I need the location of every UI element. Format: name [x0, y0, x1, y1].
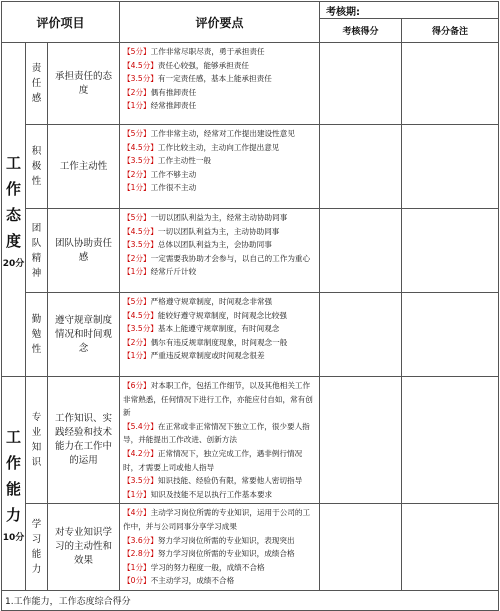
- score-cell[interactable]: [320, 293, 402, 377]
- header-evaluation-criteria: 评价要点: [120, 2, 320, 43]
- criteria-line: 【0分】不主动学习，成绩不合格: [123, 576, 235, 586]
- criteria-line: 【3.5分】总体以团队利益为主，会协助同事: [123, 240, 272, 250]
- criteria-line: 【2分】偶尔有违反规章制度现象，时间观念一般: [123, 337, 288, 347]
- criteria-line: 【3.5分】基本上能遵守规章制度，有时间观念: [123, 324, 280, 334]
- subcategory: 专 业 知 识: [26, 377, 48, 504]
- score-cell[interactable]: [320, 209, 402, 293]
- header-assessment-period: 考核期:: [320, 2, 499, 19]
- score-note-cell[interactable]: [402, 125, 499, 209]
- criteria-list: [120, 43, 320, 125]
- header-score-note: 得分备注: [402, 19, 499, 43]
- criteria-line: 【4分】主动学习岗位所需的专业知识，运用于公司的工作中，并与公司同事分享学习成果: [123, 508, 311, 531]
- criteria-line: 【5分】工作非常主动，经常对工作提出建设性意见: [123, 129, 295, 138]
- criteria-line: 【2.8分】努力学习岗位所需的专业知识，成绩合格: [123, 549, 295, 559]
- score-cell[interactable]: [320, 504, 402, 591]
- criteria-line: 【1分】严重违反规章制度或时间观念很差: [123, 351, 265, 361]
- subcategory: 积 极 性: [26, 125, 48, 209]
- criteria-line: 【1分】学习的努力程度一般，成绩不合格: [123, 562, 265, 572]
- criteria-line: 【2分】工作不够主动: [123, 169, 197, 179]
- criteria-line: 【3.5分】知识技能、经验仍有限，常要他人密切指导: [123, 476, 303, 486]
- criteria-line: 【4.5分】一切以团队利益为主，主动协助同事: [123, 226, 280, 236]
- evaluation-item: 对专业知识学习的主动性和效果: [48, 504, 120, 591]
- criteria-list: [120, 377, 320, 504]
- criteria-line: 【4.2分】正常情况下，独立完成工作，遇非例行情况时，才需要上司或他人指导: [123, 448, 303, 472]
- header-score: 考核得分: [320, 19, 402, 43]
- evaluation-item: 团队协助责任感: [48, 209, 120, 293]
- evaluation-table: [1, 1, 499, 611]
- criteria-list: [120, 293, 320, 377]
- criteria-line: 【5分】一切以团队利益为主，经常主动协助同事: [123, 213, 288, 222]
- criteria-line: 【3.5分】工作主动性一般: [123, 156, 212, 166]
- criteria-line: 【1分】工作很不主动: [123, 183, 197, 193]
- category-points: 10分: [2, 532, 25, 543]
- criteria-line: 【2分】偶有推卸责任: [123, 87, 197, 97]
- criteria-line: 【1分】经常推卸责任: [123, 101, 197, 111]
- subcategory: 勤 勉 性: [26, 293, 48, 377]
- subcategory: 责 任 感: [26, 43, 48, 125]
- score-note-cell[interactable]: [402, 209, 499, 293]
- score-note-cell[interactable]: [402, 43, 499, 125]
- score-cell[interactable]: [320, 125, 402, 209]
- header-evaluation-item: 评价项目: [2, 2, 120, 43]
- criteria-line: 【3.6分】努力学习岗位所需的专业知识，表现突出: [123, 535, 295, 545]
- criteria-line: 【1分】经常斤斤计较: [123, 267, 197, 277]
- evaluation-item: 遵守规章制度情况和时间观念: [48, 293, 120, 377]
- footer-summary: 1.工作能力，工作态度综合得分: [2, 590, 499, 610]
- evaluation-item: 工作知识、实践经验和技术能力在工作中的运用: [48, 377, 120, 504]
- criteria-list: [120, 125, 320, 209]
- subcategory: 学 习 能 力: [26, 504, 48, 591]
- score-cell[interactable]: [320, 43, 402, 125]
- criteria-line: 【4.5分】能较好遵守规章制度，时间观念比较强: [123, 310, 287, 320]
- criteria-line: 【6分】对本职工作，包括工作细节，以及其他相关工作非常熟悉，任何情况下进行工作，亦能应付自如，常有创新: [123, 381, 313, 418]
- criteria-line: 【2分】一定需要我协助才会参与，以自己的工作为重心: [123, 253, 311, 263]
- criteria-line: 【5分】严格遵守规章制度，时间观念非常强: [123, 297, 273, 306]
- score-note-cell[interactable]: [402, 504, 499, 591]
- score-note-cell[interactable]: [402, 293, 499, 377]
- criteria-line: 【3.5分】有一定责任感，基本上能承担责任: [123, 74, 272, 84]
- criteria-line: 【4.5分】工作比较主动，主动向工作提出意见: [123, 142, 280, 152]
- criteria-list: [120, 209, 320, 293]
- category-work-ability: 工 作 能 力 10分: [2, 377, 26, 591]
- criteria-list: [120, 504, 320, 591]
- subcategory: 团 队 精 神: [26, 209, 48, 293]
- criteria-line: 【5.4分】在正常或非正常情况下独立工作，很少要人指导，并能提出工作改进、创新方法: [123, 421, 310, 445]
- category-points: 20分: [2, 259, 25, 269]
- evaluation-item: 承担责任的态度: [48, 43, 120, 125]
- score-cell[interactable]: [320, 377, 402, 504]
- evaluation-item: 工作主动性: [48, 125, 120, 209]
- category-work-attitude: 工 作 态 度 20分: [2, 43, 26, 377]
- criteria-line: 【1分】知识及技能不足以执行工作基本要求: [123, 489, 273, 499]
- score-note-cell[interactable]: [402, 377, 499, 504]
- criteria-line: 【4.5分】责任心较强，能够承担责任: [123, 60, 250, 70]
- criteria-line: 【5分】工作非常尽职尽责，勇于承担责任: [123, 47, 265, 56]
